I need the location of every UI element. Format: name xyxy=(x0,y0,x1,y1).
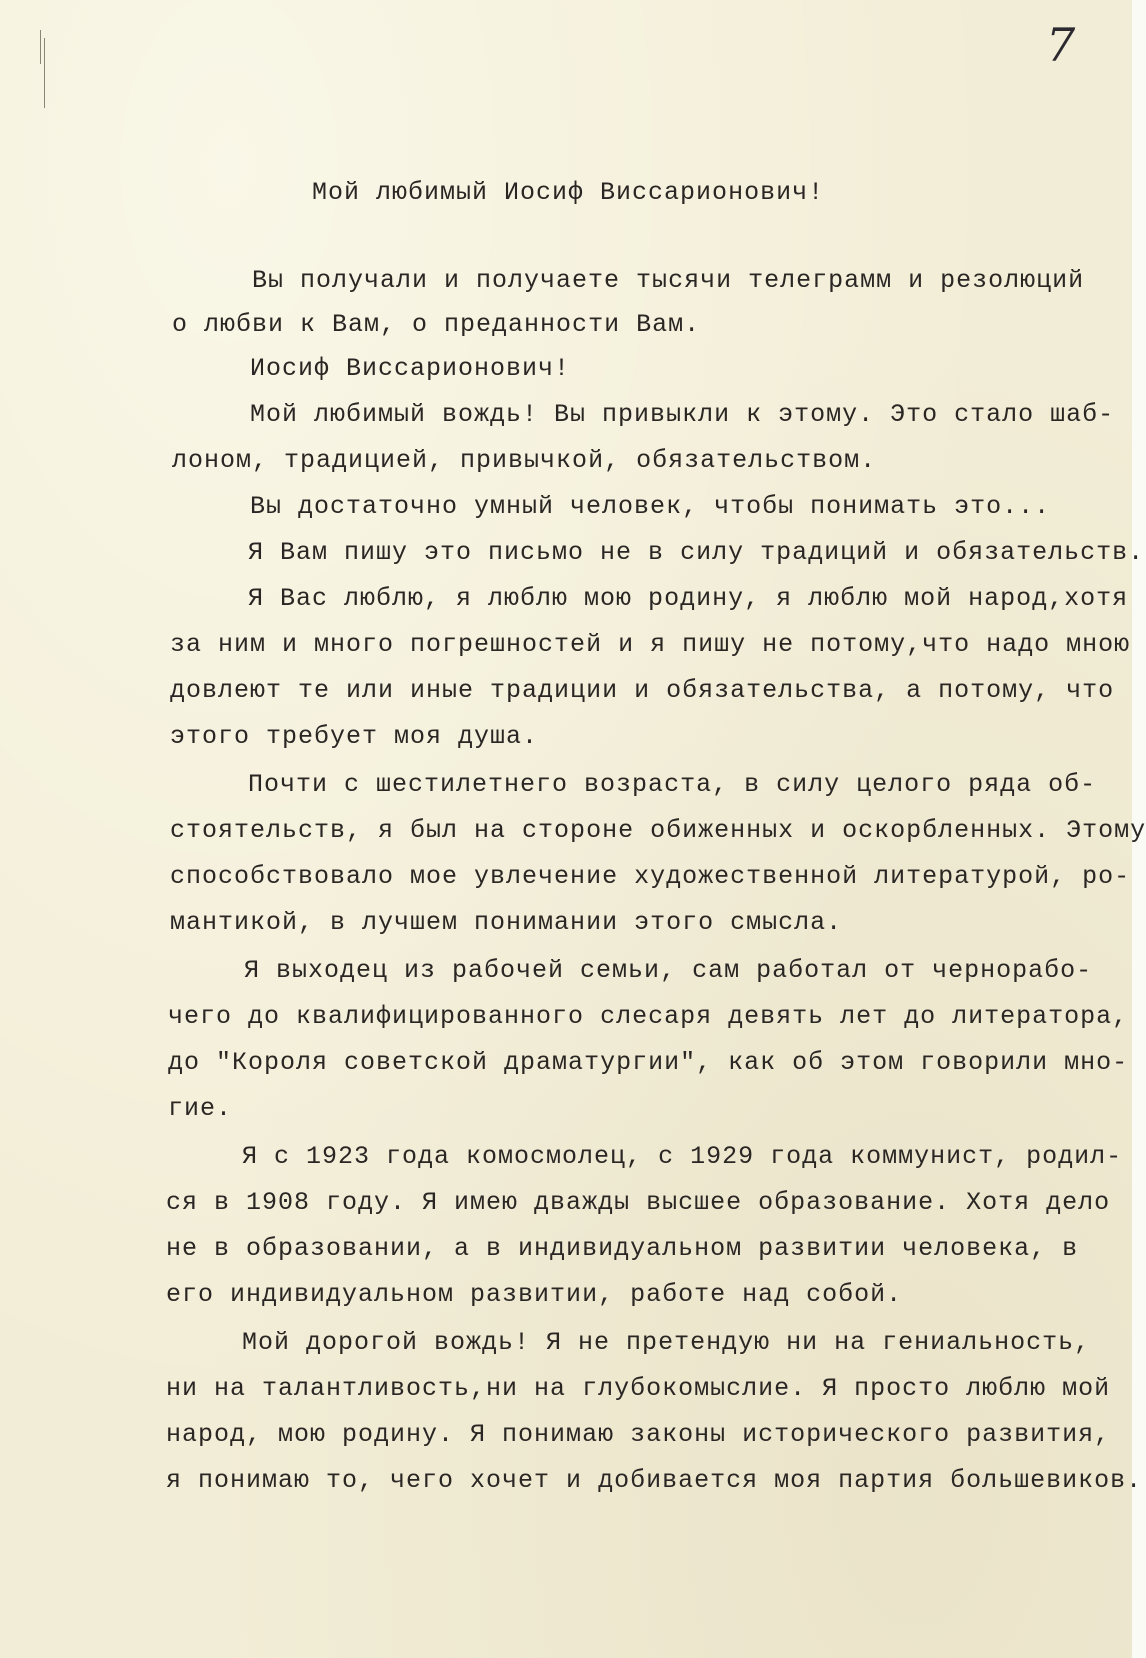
text-line: стоятельств, я был на стороне обиженных и оскорбленных. Этому xyxy=(170,816,1146,845)
text-line: Мой любимый вождь! Вы привыкли к этому. Это стало шаб- xyxy=(250,400,1115,429)
text-line: ся в 1908 году. Я имею дважды высшее образование. Хотя дело xyxy=(166,1188,1111,1217)
text-line: о любви к Вам, о преданности Вам. xyxy=(172,310,701,339)
text-line: мантикой, в лучшем понимании этого смысла. xyxy=(170,908,843,937)
text-line: Я с 1923 года комосмолец, с 1929 года коммунист, родил- xyxy=(242,1142,1123,1171)
text-line: Почти с шестилетнего возраста, в силу целого ряда об- xyxy=(248,770,1097,799)
text-line: чего до квалифицированного слесаря девять лет до литератора, xyxy=(168,1002,1129,1031)
page-number: 7 xyxy=(1046,18,1076,72)
text-line: Я Вас люблю, я люблю мою родину, я люблю мой народ,хотя xyxy=(248,584,1129,613)
text-line: за ним и много погрешностей и я пишу не потому,что надо мною xyxy=(170,630,1131,659)
text-line: Вы достаточно умный человек, чтобы понимать это... xyxy=(250,492,1051,521)
margin-marks xyxy=(38,30,48,110)
text-line: лоном, традицией, привычкой, обязательством. xyxy=(172,446,877,475)
text-line: этого требует моя душа. xyxy=(170,722,539,751)
text-line: довлеют те или иные традиции и обязательства, а потому, что xyxy=(170,676,1115,705)
text-line: Иосиф Виссарионович! xyxy=(250,354,571,383)
text-line: Я Вам пишу это письмо не в силу традиций и обязательств. xyxy=(248,538,1145,567)
text-line: ни на талантливость,ни на глубокомыслие. Я просто люблю мой xyxy=(166,1374,1111,1403)
text-line: Я выходец из рабочей семьи, сам работал от чернорабо- xyxy=(244,956,1093,985)
text-line: гие. xyxy=(168,1094,233,1123)
text-line: его индивидуальном развитии, работе над собой. xyxy=(166,1280,903,1309)
text-line: Мой дорогой вождь! Я не претендую ни на гениальность, xyxy=(242,1328,1091,1357)
text-line: Вы получали и получаете тысячи телеграмм и резолюций xyxy=(252,266,1085,295)
text-line: не в образовании, а в индивидуальном развитии человека, в xyxy=(166,1234,1079,1263)
text-line: народ, мою родину. Я понимаю законы исторического развития, xyxy=(166,1420,1111,1449)
text-line: я понимаю то, чего хочет и добивается моя партия большевиков. xyxy=(166,1466,1143,1495)
text-line: способствовало мое увлечение художественной литературой, ро- xyxy=(170,862,1131,891)
text-line: до "Короля советской драматургии", как об этом говорили мно- xyxy=(168,1048,1129,1077)
letter-salutation: Мой любимый Иосиф Виссарионович! xyxy=(312,178,825,207)
